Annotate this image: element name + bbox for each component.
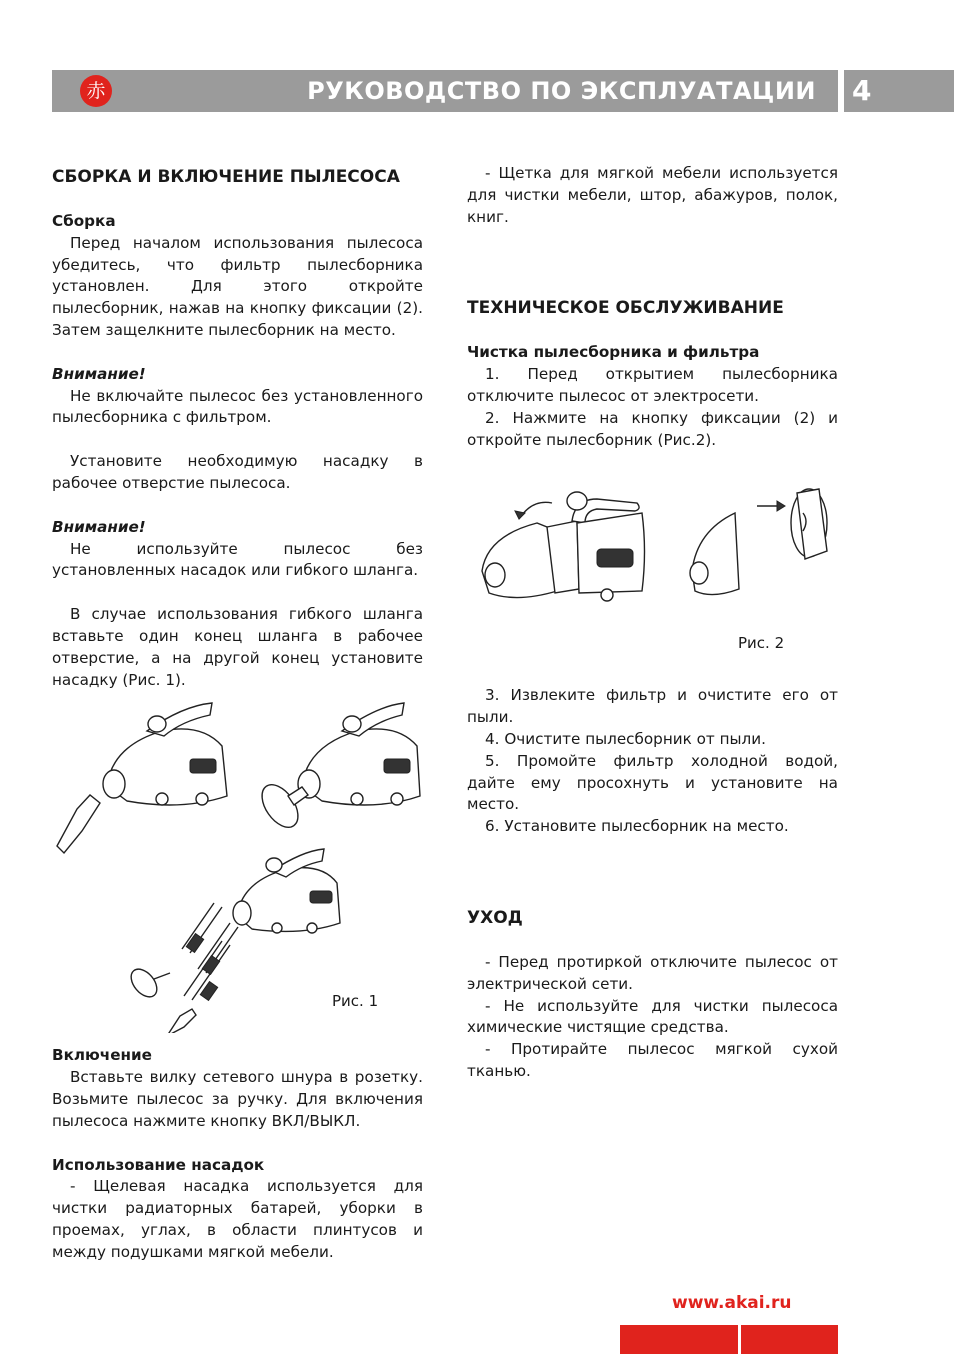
vacuum-with-crevice-nozzle <box>57 703 227 853</box>
section-title-maintenance: ТЕХНИЧЕСКОЕ ОБСЛУЖИВАНИЕ <box>467 298 784 319</box>
step-4: 4. Очистите пылесборник от пыли. <box>485 729 766 748</box>
section-title-assembly: СБОРКА И ВКЛЮЧЕНИЕ ПЫЛЕСОСА <box>52 167 400 187</box>
footer-accent-bar-left <box>620 1325 738 1354</box>
vacuum-with-hose <box>126 849 340 1033</box>
open-dustbin-illustration <box>467 451 838 631</box>
page-number: 4 <box>852 74 872 107</box>
figure-1-caption: Рис. 1 <box>332 992 379 1011</box>
attention-text-1: Не включайте пылесос без установленного пылесборника с фильтром. <box>52 386 423 427</box>
vacuum-with-brush-nozzle <box>255 703 420 834</box>
left-column <box>52 163 423 1264</box>
attach-text: Установите необходимую насадку в рабочее отверстие пылесоса. <box>52 452 423 492</box>
step-3: 3. Извлеките фильтр и очистите его от пыли. <box>467 686 838 727</box>
header-bar <box>52 70 838 112</box>
care-1: - Перед протиркой отключите пылесос от электрической сети. <box>467 952 838 993</box>
nozzles-text: - Щелевая насадка используется для чистки радиаторных батарей, уборки в проемах, углах, в области плинтусов и между подушками мягкой мебели. <box>52 1177 423 1261</box>
assembly-heading: Сборка <box>52 212 116 230</box>
page-number-box <box>844 70 954 112</box>
page-title: РУКОВОДСТВО ПО ЭКСПЛУАТАЦИИ <box>307 77 816 105</box>
figure-1 <box>52 691 423 1033</box>
care-3: - Протирайте пылесос мягкой сухой тканью. <box>467 1040 838 1080</box>
section-title-care: УХОД <box>467 907 523 928</box>
care-2: - Не используйте для чистки пылесоса химические чистящие средства. <box>467 996 838 1037</box>
step-6: 6. Установите пылесборник на место. <box>485 817 789 836</box>
power-text: Вставьте вилку сетевого шнура в розетку. Возьмите пылесос за ручку. Для включения пылесоса нажмите кнопку ВКЛ/ВЫКЛ. <box>52 1068 423 1130</box>
vacuum-opened <box>482 492 645 601</box>
akai-logo-icon: 赤 <box>80 75 112 107</box>
step-5: 5. Промойте фильтр холодной водой, дайте ему просохнуть и установите на место. <box>467 751 838 814</box>
brush-text: - Щетка для мягкой мебели используется для чистки мебели, штор, абажуров, полок, книг. <box>467 164 838 226</box>
vacuum-attachments-illustration <box>52 691 423 1033</box>
footer-accent-bar-right <box>741 1325 838 1354</box>
nozzles-heading: Использование насадок <box>52 1155 265 1174</box>
power-heading: Включение <box>52 1046 152 1065</box>
hose-text: В случае использования гибкого шланга вставьте один конец шланга в рабочее отверстие, а на другой конец установите насадку (Рис. 1). <box>52 605 423 689</box>
attention-heading-2: Внимание! <box>52 517 146 536</box>
figure-2-caption: Рис. 2 <box>738 634 785 653</box>
attention-heading-1: Внимание! <box>52 364 146 383</box>
right-column <box>467 163 838 1083</box>
assembly-text: Перед началом использования пылесоса убедитесь, что фильтр пылесборника установлен. Для этого откройте пылесборник, нажав на кнопку фиксации (2). Затем защелкните пылесборник на место. <box>52 233 423 339</box>
cleaning-heading: Чистка пылесборника и фильтра <box>467 343 760 362</box>
attention-text-2: Не используйте пылесос без установленных насадок или гибкого шланга. <box>52 539 423 580</box>
step-2: 2. Нажмите на кнопку фиксации (2) и откройте пылесборник (Рис.2). <box>467 408 838 449</box>
step-1: 1. Перед открытием пылесборника отключите пылесос от электросети. <box>467 365 838 405</box>
website-link[interactable]: www.akai.ru <box>672 1293 792 1313</box>
figure-2 <box>467 451 838 663</box>
dustbin-and-filter <box>690 489 827 595</box>
